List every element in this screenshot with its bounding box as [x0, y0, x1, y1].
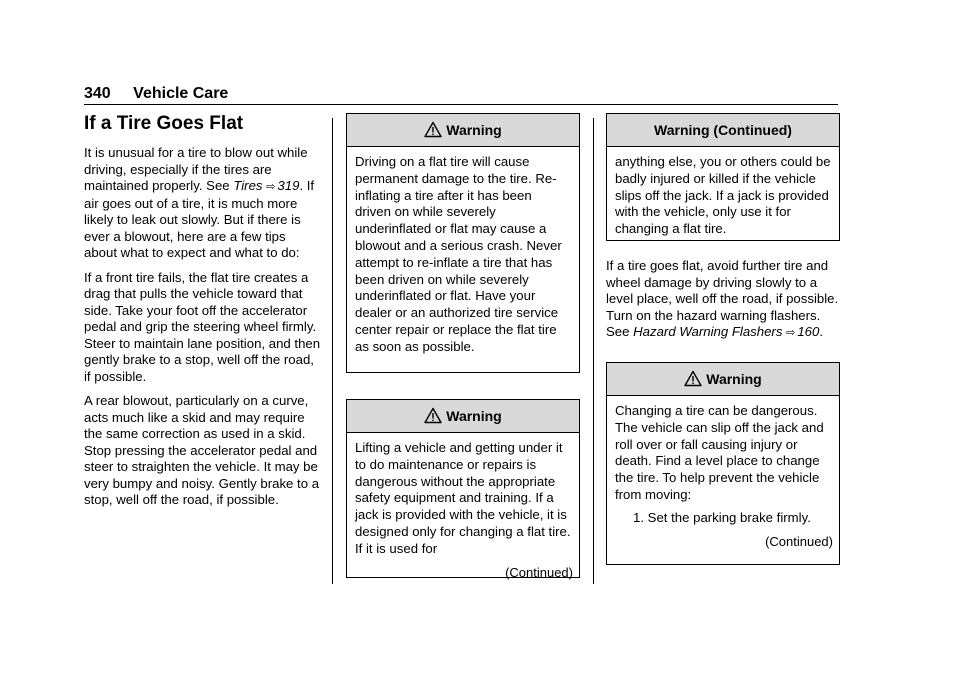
- warning-triangle-icon: [684, 366, 702, 398]
- page-header: [84, 84, 838, 104]
- section-name: Vehicle Care: [133, 85, 229, 102]
- warning-triangle-icon: [424, 117, 442, 149]
- warning-header: [607, 363, 839, 396]
- page-reference-icon: ⇨: [786, 327, 796, 339]
- warning-title: Warning: [706, 371, 762, 387]
- intro-paragraph: It is unusual for a tire to blow out while driving, especially if the tires are maintained properly. See Tires ⇨ 319. If air goes out of a tire, it is much more likely to leak out slowly. But if there is ever a blowout, here are a few tips about what to expect and what to do:: [84, 145, 315, 260]
- warning-body: anything else, you or others could be badly injured or killed if the vehicle slips off the jack. If a jack is provided with the vehicle, only use it for changing a flat tire.: [615, 154, 831, 237]
- warning-header: [347, 400, 579, 433]
- page-number: 340: [84, 85, 111, 102]
- warning-title: Warning (Continued): [654, 122, 792, 138]
- warning-header: [347, 114, 579, 147]
- left-column: [84, 113, 322, 517]
- warning-triangle-icon: [424, 403, 442, 435]
- continued-label: (Continued): [765, 533, 833, 549]
- column-divider-right: [593, 118, 594, 584]
- warning-body: Lifting a vehicle and getting under it to do maintenance or repairs is dangerous without the appropriate safety equipment and training. If a jack is provided with the vehicle, it is designed only for changing a flat tire. If it is used for: [355, 440, 571, 556]
- flat-tire-paragraph: If a tire goes flat, avoid further tire and wheel damage by driving slowly to a level place, well off the road, if possible. Turn on the hazard warning flashers. See Hazard Warning Flashers ⇨ 160.: [606, 258, 839, 339]
- warning-body: Driving on a flat tire will cause permanent damage to the tire. Re-inflating a tire after it has been driven on while severely underinflated or flat may cause a blowout and a serious crash. Never attempt to re-inflate a tire that has been driven on while severely underinflated or flat. Have your dealer or an authorized tire service center repair or replace the flat tire as soon as possible.: [355, 154, 562, 354]
- warning-box-jack: [346, 399, 580, 578]
- section-title: If a Tire Goes Flat: [84, 113, 244, 134]
- warning-box-continued: [606, 113, 840, 241]
- right-column-text: [606, 258, 840, 350]
- hazard-page-ref[interactable]: 160: [797, 324, 820, 339]
- front-tire-paragraph: If a front tire fails, the flat tire creates a drag that pulls the vehicle toward that side. Take your foot off the accelerator pedal and grip the steering wheel firmly. Steer to maintain lane position, and then gently brake to a stop, well off the road, if possible.: [84, 269, 321, 384]
- warning-header: [607, 114, 839, 147]
- warning-title: Warning: [446, 122, 502, 138]
- warning-box-flat-tire: [346, 113, 580, 373]
- continued-label: (Continued): [505, 564, 573, 580]
- page-reference-icon: ⇨: [266, 181, 276, 193]
- tires-page-ref[interactable]: 319: [277, 178, 300, 193]
- warning-box-changing-tire: [606, 362, 840, 565]
- rear-blowout-paragraph: A rear blowout, particularly on a curve, acts much like a skid and may require the same correction as used in a skid. Stop pressing the accelerator pedal and steer to straighten the vehicle. It may be very bumpy and noisy. Gently brake to a stop, well off the road, if possible.: [84, 393, 320, 507]
- warning-title: Warning: [446, 408, 502, 424]
- warning-text: Changing a tire can be dangerous. The vehicle can slip off the jack and roll over or fall causing injury or death. Find a level place to change the tire. To help prevent the vehicle from moving:: [615, 403, 824, 502]
- hazard-flashers-reference[interactable]: Hazard Warning Flashers: [633, 324, 783, 339]
- warning-body: [607, 396, 839, 533]
- tires-reference[interactable]: Tires: [233, 178, 263, 193]
- column-divider-left: [332, 118, 333, 584]
- header-rule: [84, 104, 838, 105]
- step-item: 1. Set the parking brake firmly.: [633, 509, 811, 525]
